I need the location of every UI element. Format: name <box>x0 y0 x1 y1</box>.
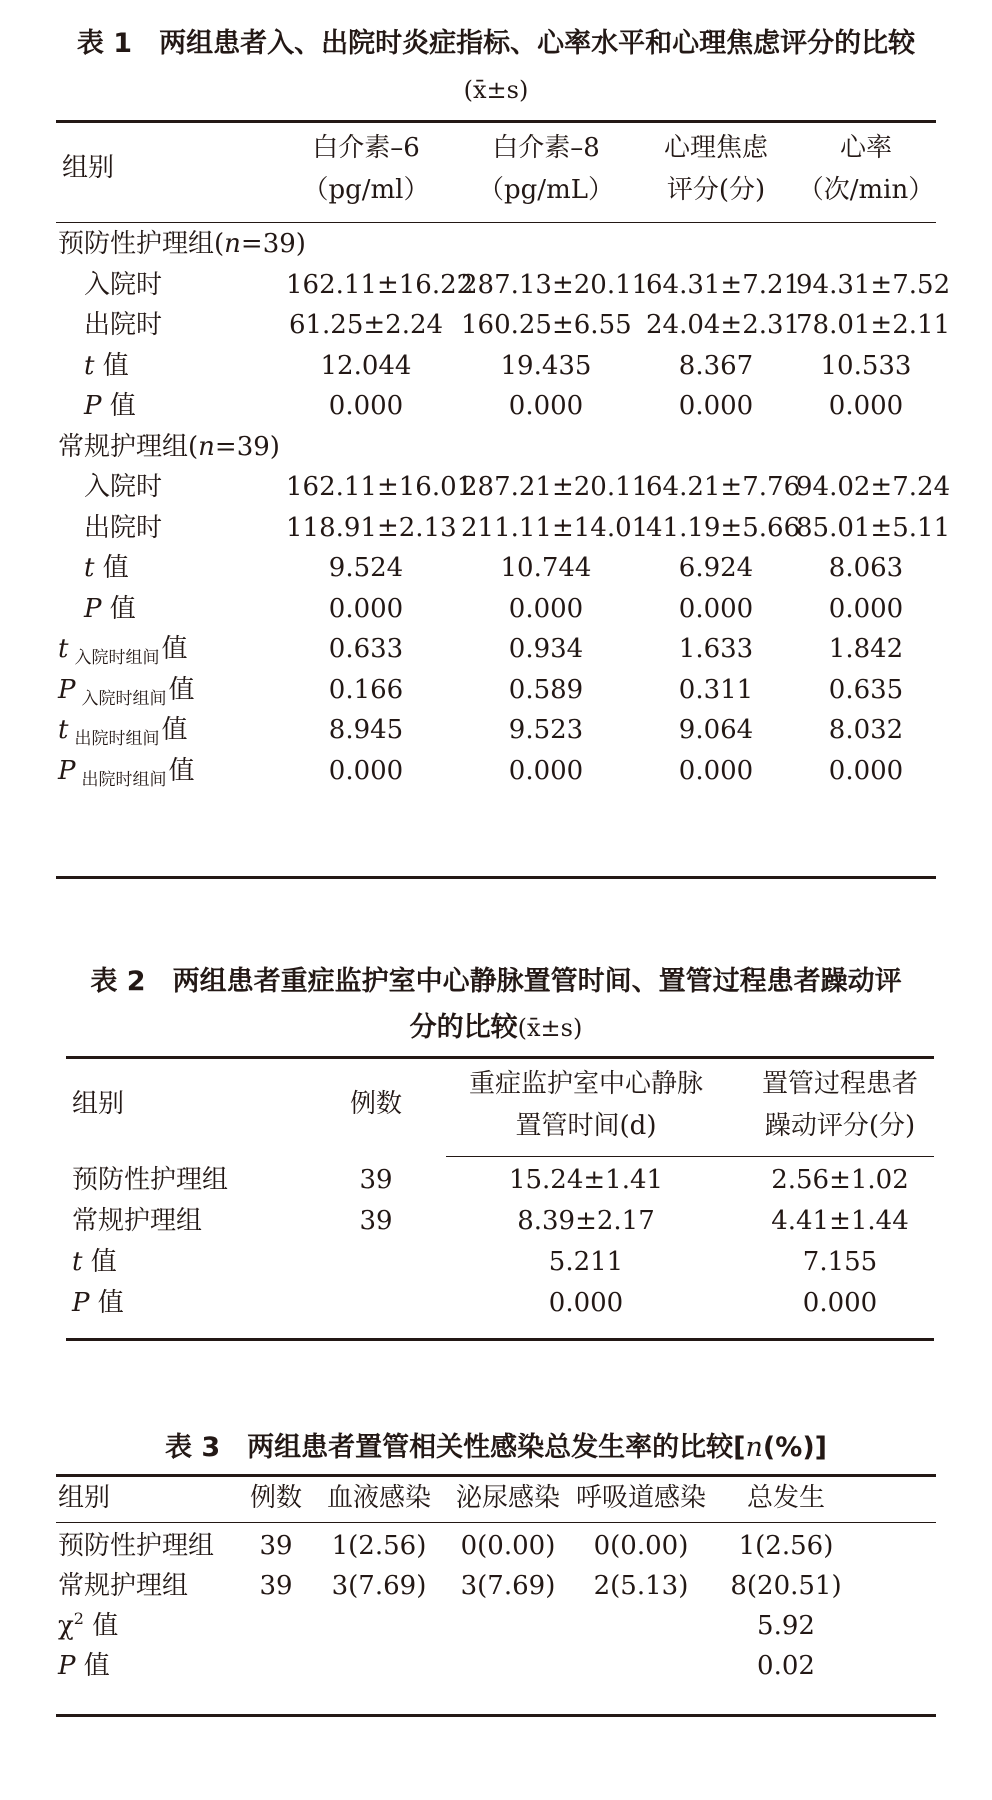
table1-header-anxiety: 心理焦虑 <box>663 133 768 163</box>
table1-between-cell: 0.000 <box>828 755 904 786</box>
table1-header-group: 组别 <box>62 153 115 183</box>
table1-group-b-cell: 0.000 <box>828 593 904 624</box>
table1-group-a-cell: 0.000 <box>508 391 584 421</box>
table3-chi-superscript: 2 <box>73 1609 84 1628</box>
table1-between-cell: 0.000 <box>328 755 404 786</box>
table3-cell: 1(2.56) <box>738 1531 834 1561</box>
table2-row-text: 预防性护理组 <box>72 1165 229 1195</box>
table1-between-cell: 1.633 <box>678 634 754 664</box>
table2-title-line2 <box>0 1008 992 1048</box>
table1-between-cell: 0.000 <box>508 755 584 786</box>
table1-between-subscript: 出院时组间 <box>74 729 160 749</box>
table2-icu-cell: 15.24±1.41 <box>508 1165 664 1195</box>
table1-header-hr: 心率 <box>839 133 892 163</box>
table1-between-cell: 9.064 <box>678 715 754 745</box>
table2-row-text: 值 <box>89 1288 124 1318</box>
table1-between-symbol: t <box>58 715 69 745</box>
table1-between-subscript: 入院时组间 <box>81 688 167 709</box>
table2-icu-cell: 8.39±2.17 <box>517 1206 655 1236</box>
table2-row-symbol: t <box>72 1247 83 1277</box>
table1-group-b-cell: 6.924 <box>678 553 754 583</box>
table1-between-tail: 值 <box>168 674 195 705</box>
table1-between-cell: 0.589 <box>508 674 584 705</box>
table1-group-a-row-text: 值 <box>94 350 129 381</box>
table1-group-a-cell: 12.044 <box>320 350 412 381</box>
table1-between-cell: 0.633 <box>328 634 404 664</box>
table3-cell: 39 <box>259 1531 293 1561</box>
table2-title: 表 2 两组患者重症监护室中心静脉置管时间、置管过程患者躁动评 <box>90 966 902 997</box>
table1-group-b-row-label <box>84 467 162 507</box>
table1-bottom-rule <box>56 876 936 879</box>
table1-group-b-cell: 287.21±20.11 <box>461 472 649 502</box>
table1-between-row-label <box>58 629 187 669</box>
table3-header-rule <box>56 1522 936 1523</box>
table1-group-a-cell: 61.25±2.24 <box>288 310 444 340</box>
table1-subtitle: (x̄±s) <box>463 76 529 104</box>
table1-group-b-cell: 41.19±5.66 <box>646 512 801 543</box>
table1-group-a-cell: 78.01±2.11 <box>796 310 951 340</box>
table2-header-icu: 重症监护室中心静脉 <box>468 1069 703 1099</box>
table1-group-a-header <box>58 224 306 264</box>
table1-group-b-cell: 8.063 <box>828 553 904 583</box>
table2-agitation-cell: 0.000 <box>802 1288 878 1318</box>
table1-group-b-row-text: 值 <box>101 593 136 624</box>
table2-header-count: 例数 <box>349 1089 402 1119</box>
table1-group-a-row-text: 出院时 <box>84 310 163 340</box>
table1-between-tail: 值 <box>168 755 195 786</box>
table1-group-a-cell: 0.000 <box>678 391 754 421</box>
table1-between-symbol: t <box>58 634 69 664</box>
table1-between-cell: 8.945 <box>328 715 404 745</box>
table1-group-a-cell: 0.000 <box>828 391 904 421</box>
table3-cell: 39 <box>259 1571 293 1601</box>
table3-title-n: n <box>745 1432 763 1463</box>
table3-header-total: 总发生 <box>746 1483 825 1513</box>
table2-header-agitation-unit: 躁动评分(分) <box>764 1111 916 1141</box>
table1-group-b-cell: 211.11±14.01 <box>461 512 649 543</box>
table1-group-a-cell: 94.31±7.52 <box>796 269 951 300</box>
table1-between-cell: 9.523 <box>508 715 584 745</box>
table1-group-a-cell: 0.000 <box>328 391 404 421</box>
table1-between-cell: 0.934 <box>508 634 584 664</box>
table1-between-tail: 值 <box>161 634 188 664</box>
table1-group-a-cell: 10.533 <box>820 350 912 381</box>
table3-header-group: 组别 <box>58 1483 111 1513</box>
table1-group-a-cell: 8.367 <box>678 350 754 381</box>
table3-chi-value: 5.92 <box>757 1611 815 1641</box>
table1-group-a-row-label <box>84 305 162 345</box>
table1-group-a-row-label <box>84 386 136 426</box>
table1-between-subscript: 入院时组间 <box>74 648 160 668</box>
table3-p-text: 值 <box>75 1651 110 1681</box>
table2-icu-cell: 5.211 <box>548 1247 624 1277</box>
table1-header-rule <box>56 222 936 223</box>
table3-title-b: (%)] <box>762 1432 827 1463</box>
table3-top-rule <box>56 1474 936 1477</box>
table3-cell: 3(7.69) <box>460 1571 556 1601</box>
table3-chi-label <box>58 1606 118 1646</box>
table1-group-a-row-text: 值 <box>101 391 136 421</box>
table1-header-hr-unit: （次/min） <box>797 175 935 205</box>
table1-group-a-n: n <box>224 229 241 259</box>
table1-group-b-header <box>58 427 280 467</box>
table1-between-row-label <box>58 670 195 710</box>
table1-group-a-row-label <box>84 346 129 386</box>
table2-header-group: 组别 <box>72 1089 125 1119</box>
table2-header-icu-unit: 置管时间(d) <box>515 1111 657 1141</box>
table2-count-cell: 39 <box>359 1165 393 1195</box>
table2-title-tail: 分的比较 <box>409 1012 518 1043</box>
table1-group-a-label: 预防性护理组( <box>58 229 225 259</box>
table1-between-cell: 8.032 <box>828 715 904 745</box>
table1-group-b-cell: 94.02±7.24 <box>796 472 951 502</box>
table1-header-il6: 白介素–6 <box>312 133 420 163</box>
table1-top-rule <box>56 120 936 123</box>
table1-group-b-cell: 0.000 <box>678 593 754 624</box>
table1-between-tail: 值 <box>161 715 188 745</box>
table1-group-b-cell: 118.91±2.13 <box>286 512 457 543</box>
table2-header-rule <box>446 1156 934 1157</box>
table2-row-label <box>72 1201 202 1241</box>
table1-group-b-row-symbol: t <box>84 553 95 583</box>
table2-agitation-cell: 2.56±1.02 <box>771 1165 909 1195</box>
table2-icu-cell: 0.000 <box>548 1288 624 1318</box>
table3-p-symbol: P <box>58 1651 76 1681</box>
table1-between-row-label <box>58 710 187 750</box>
table3-header-count: 例数 <box>249 1483 302 1513</box>
table1-between-subscript: 出院时组间 <box>81 769 167 790</box>
table1-group-b-row-label <box>84 548 129 588</box>
table2-count-cell <box>316 1242 436 1282</box>
table3-title <box>0 1428 992 1468</box>
table1-between-cell: 0.635 <box>828 674 904 705</box>
table1-title: 表 1 两组患者入、出院时炎症指标、心率水平和心理焦虑评分的比较 <box>76 28 916 59</box>
table2-row-label <box>72 1242 117 1282</box>
table1-group-b-rest: =39) <box>214 431 280 462</box>
table1-between-symbol: P <box>58 674 76 705</box>
table3-cell: 0(0.00) <box>593 1531 689 1561</box>
table2-bottom-rule <box>66 1338 934 1341</box>
table1-header-il6-unit: （pg/ml） <box>302 175 430 205</box>
table1-group-b-cell: 0.000 <box>328 593 404 624</box>
table2-row-label <box>72 1160 228 1200</box>
table2-agitation-cell: 7.155 <box>802 1247 878 1277</box>
table3-header-blood: 血液感染 <box>326 1483 431 1513</box>
table1-group-b-cell: 0.000 <box>508 593 584 624</box>
table3-cell: 0(0.00) <box>460 1531 556 1561</box>
table2-row-label <box>72 1283 124 1323</box>
table1-group-b-row-label <box>84 589 136 629</box>
table1-group-b-cell: 9.524 <box>328 553 404 583</box>
table3-p-value: 0.02 <box>757 1651 815 1681</box>
table1-group-a-cell: 162.11±16.22 <box>286 269 474 300</box>
table2-count-cell: 39 <box>359 1206 393 1236</box>
table1-group-b-cell: 64.21±7.76 <box>646 472 801 502</box>
table3-chi-symbol: χ <box>58 1611 74 1641</box>
table1-group-b-cell: 85.01±5.11 <box>796 512 951 543</box>
table3-row-label: 常规护理组 <box>58 1571 189 1601</box>
table2-top-rule <box>66 1056 934 1059</box>
table1-group-a-rest: =39) <box>240 229 306 259</box>
table3-header-urinary: 泌尿感染 <box>455 1483 560 1513</box>
table1-group-b-cell: 162.11±16.01 <box>286 472 474 502</box>
table1-group-b-n: n <box>198 431 215 462</box>
table1-group-b-row-symbol: P <box>84 593 102 624</box>
table3-cell: 2(5.13) <box>593 1571 689 1601</box>
table3-bottom-rule <box>56 1714 936 1717</box>
table3-header-respiratory: 呼吸道感染 <box>575 1483 706 1513</box>
table2-row-text: 值 <box>82 1247 117 1277</box>
table3-cell: 1(2.56) <box>331 1531 427 1561</box>
table1-header-anxiety-unit: 评分(分) <box>666 175 766 205</box>
table2-agitation-cell: 4.41±1.44 <box>771 1206 909 1236</box>
table2-row-text: 常规护理组 <box>72 1206 203 1236</box>
table1-group-b-row-text: 值 <box>94 553 129 583</box>
table3-cell: 8(20.51) <box>730 1571 842 1601</box>
table2-row-symbol: P <box>72 1288 90 1318</box>
table1-group-a-cell: 64.31±7.21 <box>646 269 801 300</box>
table1-group-b-row-label <box>84 508 162 548</box>
table3 <box>56 1474 936 1724</box>
table3-p-label <box>58 1646 110 1686</box>
table1-group-b-cell: 10.744 <box>500 553 592 583</box>
table1-between-symbol: P <box>58 755 76 786</box>
table1-group-a-row-symbol: P <box>84 391 102 421</box>
table1-between-cell: 0.000 <box>678 755 754 786</box>
table1-between-cell: 0.311 <box>678 674 754 705</box>
table1-group-a-row-label <box>84 265 162 305</box>
table1-group-a-cell: 24.04±2.31 <box>646 310 801 340</box>
table1 <box>56 120 951 880</box>
table1-between-cell: 1.842 <box>828 634 904 664</box>
table3-row-label: 预防性护理组 <box>58 1531 215 1561</box>
table3-cell: 3(7.69) <box>331 1571 427 1601</box>
table1-header-il8: 白介素–8 <box>492 133 600 163</box>
table2-header-agitation: 置管过程患者 <box>761 1069 918 1099</box>
table3-title-a: 表 3 两组患者置管相关性感染总发生率的比较[ <box>165 1432 746 1463</box>
table1-group-a-row-symbol: t <box>84 350 95 381</box>
table3-chi-text: 值 <box>83 1611 119 1641</box>
table1-group-a-row-text: 入院时 <box>84 269 163 300</box>
table2-count-cell <box>316 1283 436 1323</box>
table2-subtitle: (x̄±s) <box>517 1014 583 1042</box>
table1-group-a-cell: 160.25±6.55 <box>461 310 632 340</box>
table1-header-il8-unit: （pg/mL） <box>478 175 614 205</box>
table1-group-a-cell: 19.435 <box>500 350 592 381</box>
table2 <box>66 1056 934 1346</box>
table1-group-b-label: 常规护理组( <box>58 431 199 462</box>
table1-group-a-cell: 287.13±20.11 <box>461 269 649 300</box>
table1-between-cell: 0.166 <box>328 674 404 705</box>
table1-group-b-row-text: 入院时 <box>84 472 163 502</box>
table1-between-row-label <box>58 751 195 791</box>
table1-group-b-row-text: 出院时 <box>84 512 163 543</box>
